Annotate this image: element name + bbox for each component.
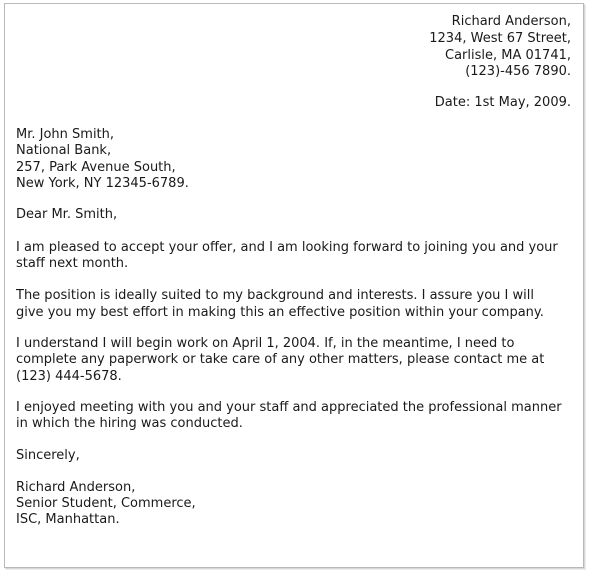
- letter-page: [4, 3, 584, 568]
- signature-school: ISC, Manhattan.: [16, 512, 120, 527]
- sender-name: Richard Anderson,: [451, 14, 571, 29]
- paragraph-line: The position is ideally suited to my background and interests. I assure you I will: [16, 288, 534, 303]
- recipient-name: Mr. John Smith,: [16, 127, 115, 142]
- signature-title: Senior Student, Commerce,: [16, 496, 196, 511]
- paragraph-line: I am pleased to accept your offer, and I am looking forward to joining you and your: [16, 240, 558, 255]
- paragraph-line: in which the hiring was conducted.: [16, 416, 243, 431]
- paragraph-line: give you my best effort in making this an effective position within your company.: [16, 305, 544, 320]
- paragraph-line: (123) 444-5678.: [16, 369, 122, 384]
- sender-phone: (123)-456 7890.: [465, 64, 571, 79]
- closing: Sincerely,: [16, 448, 80, 463]
- recipient-street: 257, Park Avenue South,: [16, 160, 176, 175]
- paragraph-line: I understand I will begin work on April 1, 2004. If, in the meantime, I need to: [16, 336, 515, 351]
- paragraph-line: I enjoyed meeting with you and your staff and appreciated the professional manner: [16, 400, 562, 415]
- salutation: Dear Mr. Smith,: [16, 207, 118, 222]
- paragraph-line: complete any paperwork or take care of any other matters, please contact me at: [16, 352, 545, 367]
- letter-date: Date: 1st May, 2009.: [434, 95, 571, 110]
- paragraph-line: staff next month.: [16, 256, 129, 271]
- signature-name: Richard Anderson,: [16, 480, 136, 495]
- recipient-company: National Bank,: [16, 143, 112, 158]
- sender-street: 1234, West 67 Street,: [429, 31, 571, 46]
- sender-city: Carlisle, MA 01741,: [445, 48, 571, 63]
- recipient-city: New York, NY 12345-6789.: [16, 176, 189, 191]
